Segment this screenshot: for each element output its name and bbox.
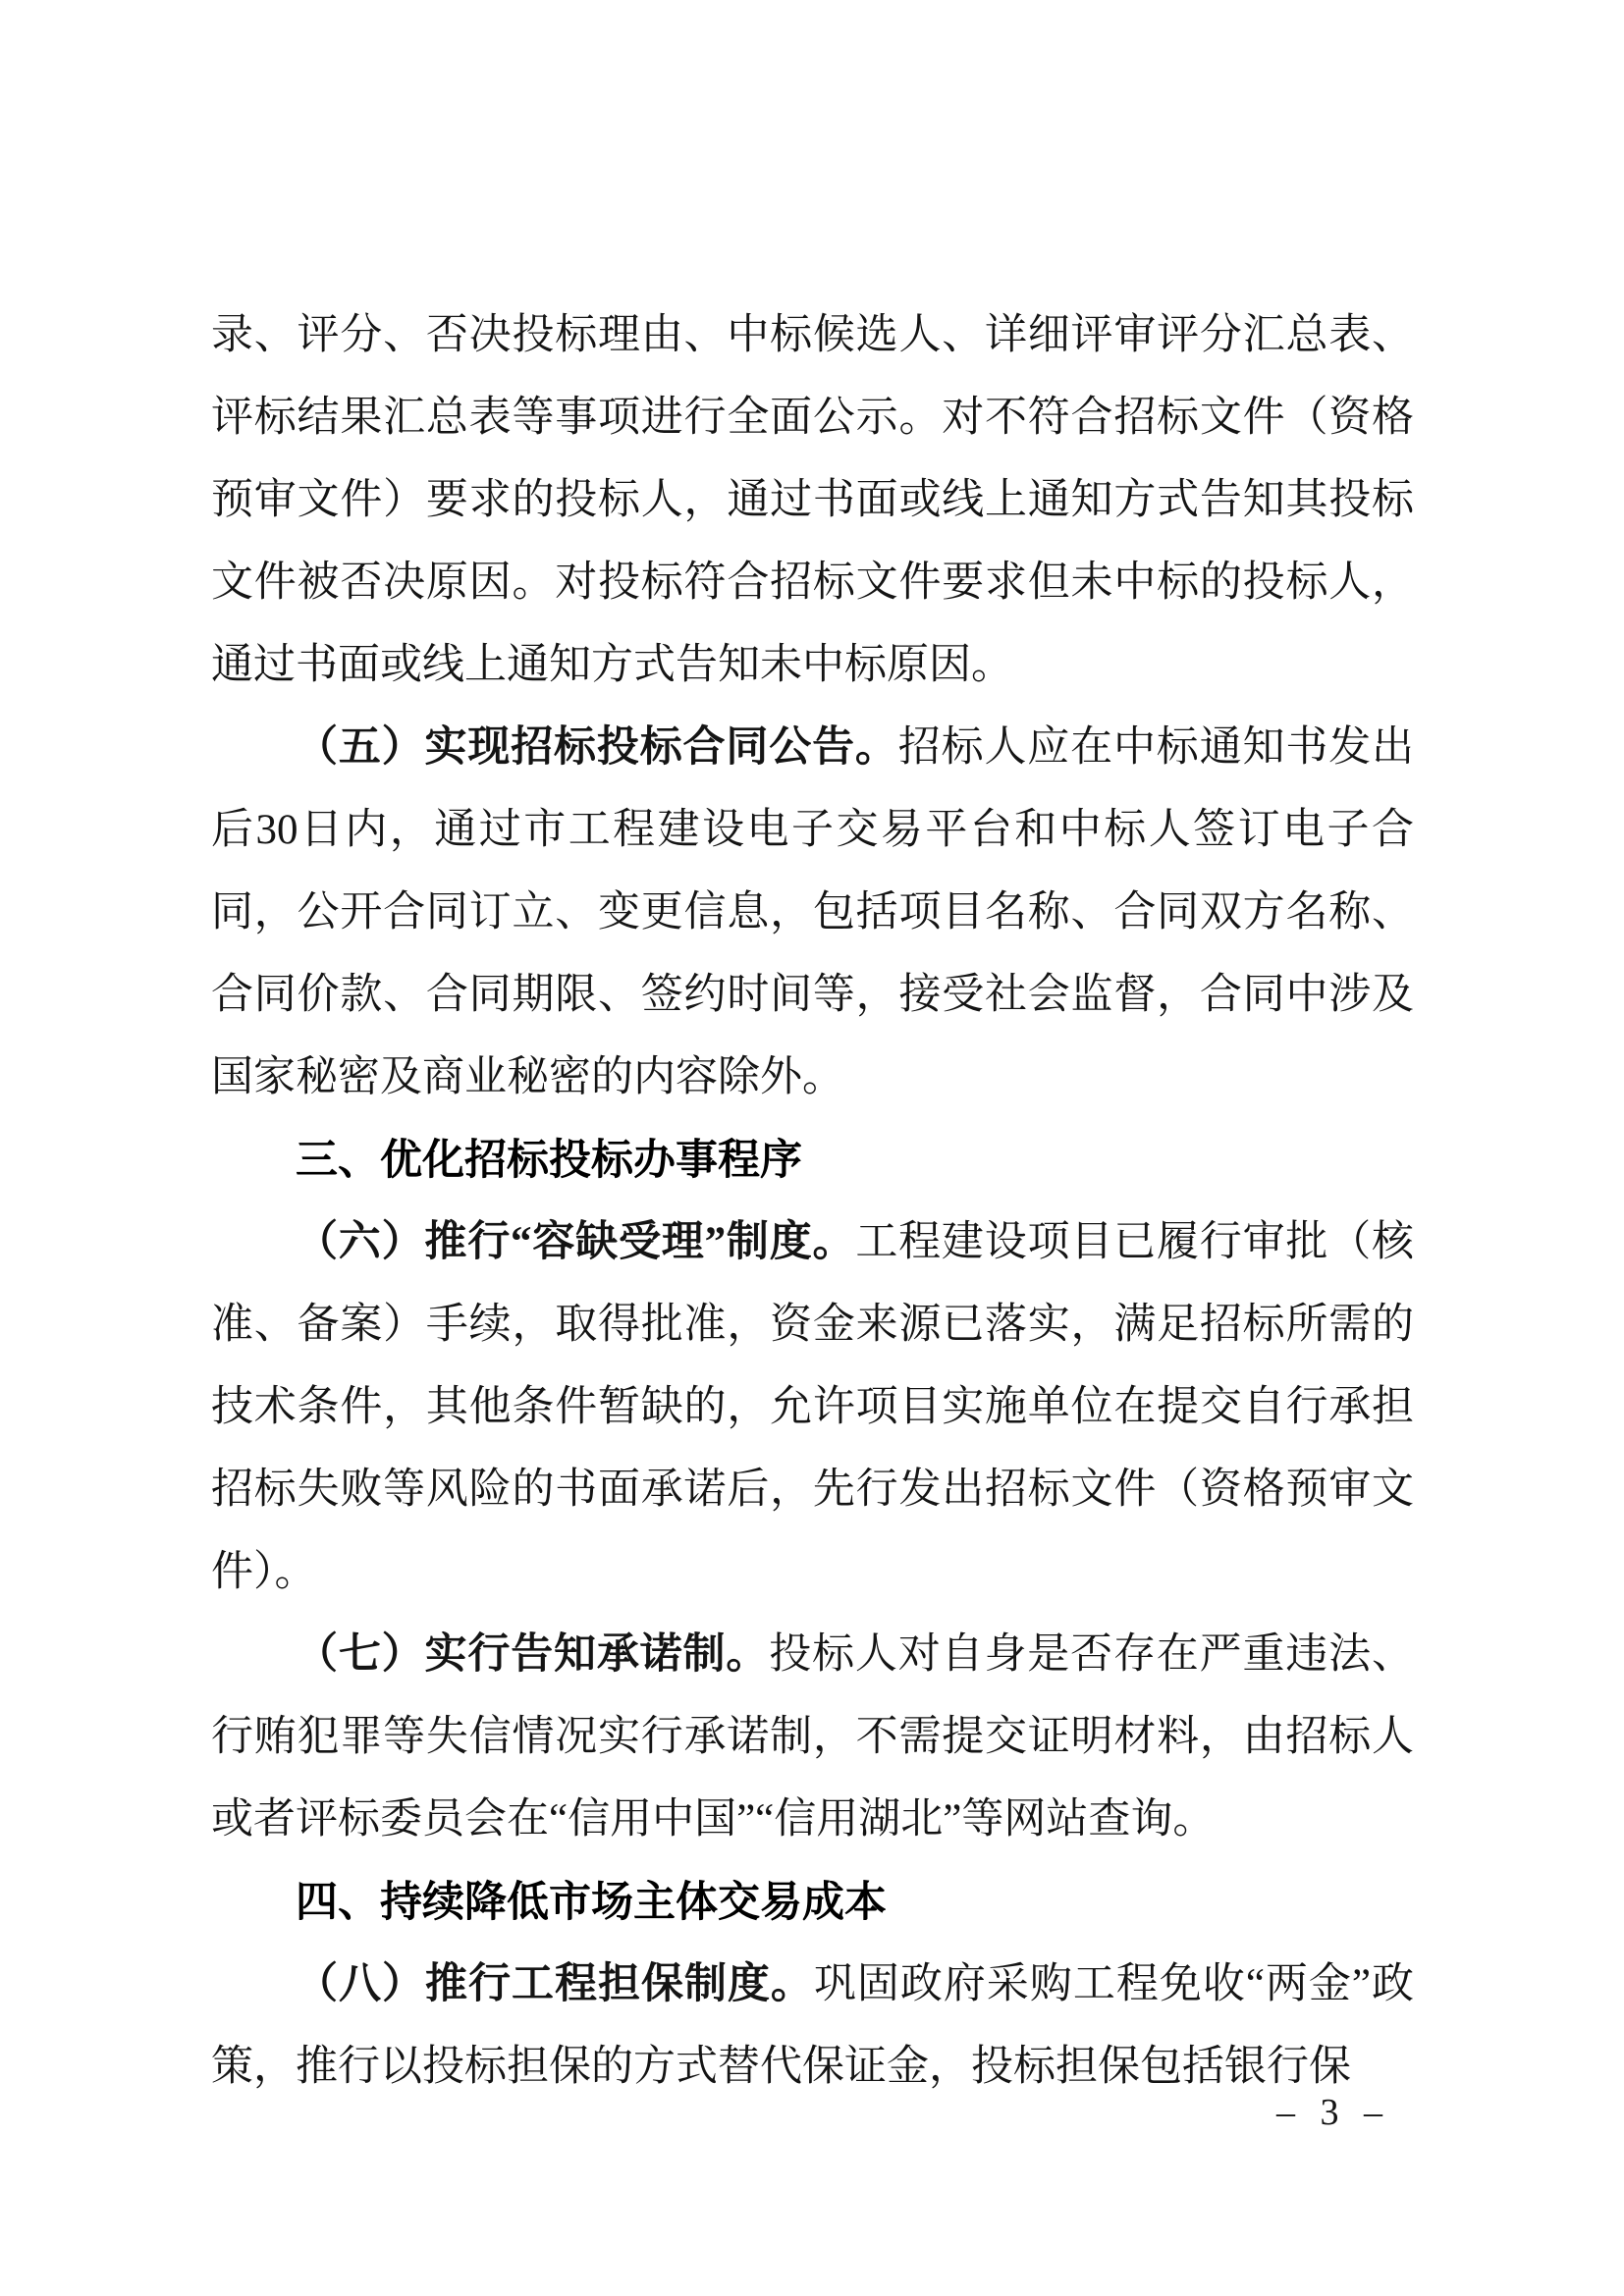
paragraph	[211, 294, 1414, 707]
paragraph	[211, 707, 1414, 1119]
page-number: – 3 –	[1276, 2092, 1390, 2133]
text-run: 投标人对自身是否存在严重违法、行贿犯罪等失信情况实行承诺制，不需提交证明材料，由招标人或者评标委员会在“信用中国”“信用湖北”等网站查询。	[211, 1631, 1415, 1842]
bold-lead-run: （六）推行“容缺受理”制度。	[296, 1219, 856, 1265]
section-heading	[211, 1119, 1414, 1201]
text-run: 招标人应在中标通知书发出后30日内，通过市工程建设电子交易平台和中标人签订电子合同，公开合同订立、变更信息，包括项目名称、合同双方名称、合同价款、合同期限、签约时间等，接受社会监督，合同中涉及国家秘密及商业秘密的内容除外。	[211, 724, 1415, 1100]
paragraph	[211, 1614, 1414, 1861]
section-heading	[211, 1861, 1414, 1944]
text-run: 巩固政府采购工程免收“两金”政策，推行以投标担保的方式替代保证金，投标担保包括银行保	[211, 1961, 1415, 2090]
bold-lead-run: （五）实现招标投标合同公告。	[296, 724, 898, 771]
text-run: 录、评分、否决投标理由、中标候选人、详细评审评分汇总表、评标结果汇总表等事项进行全面公示。对不符合招标文件（资格预审文件）要求的投标人，通过书面或线上通知方式告知其投标文件被否决原因。对投标符合招标文件要求但未中标的投标人，通过书面或线上通知方式告知未中标原因。	[211, 312, 1414, 688]
paragraph	[211, 1201, 1414, 1614]
document-body	[211, 294, 1414, 2109]
bold-lead-run: （八）推行工程担保制度。	[296, 1961, 814, 2007]
bold-lead-run: （七）实行告知承诺制。	[296, 1631, 770, 1678]
bold-lead-run: 三、优化招标投标办事程序	[296, 1137, 802, 1184]
paragraph	[211, 1944, 1414, 2109]
text-run: 工程建设项目已履行审批（核准、备案）手续，取得批准，资金来源已落实，满足招标所需的技术条件，其他条件暂缺的，允许项目实施单位在提交自行承担招标失败等风险的书面承诺后，先行发出招标文件（资格预审文件）。	[211, 1219, 1415, 1595]
bold-lead-run: 四、持续降低市场主体交易成本	[296, 1879, 887, 1926]
page-footer	[1276, 2085, 1390, 2140]
